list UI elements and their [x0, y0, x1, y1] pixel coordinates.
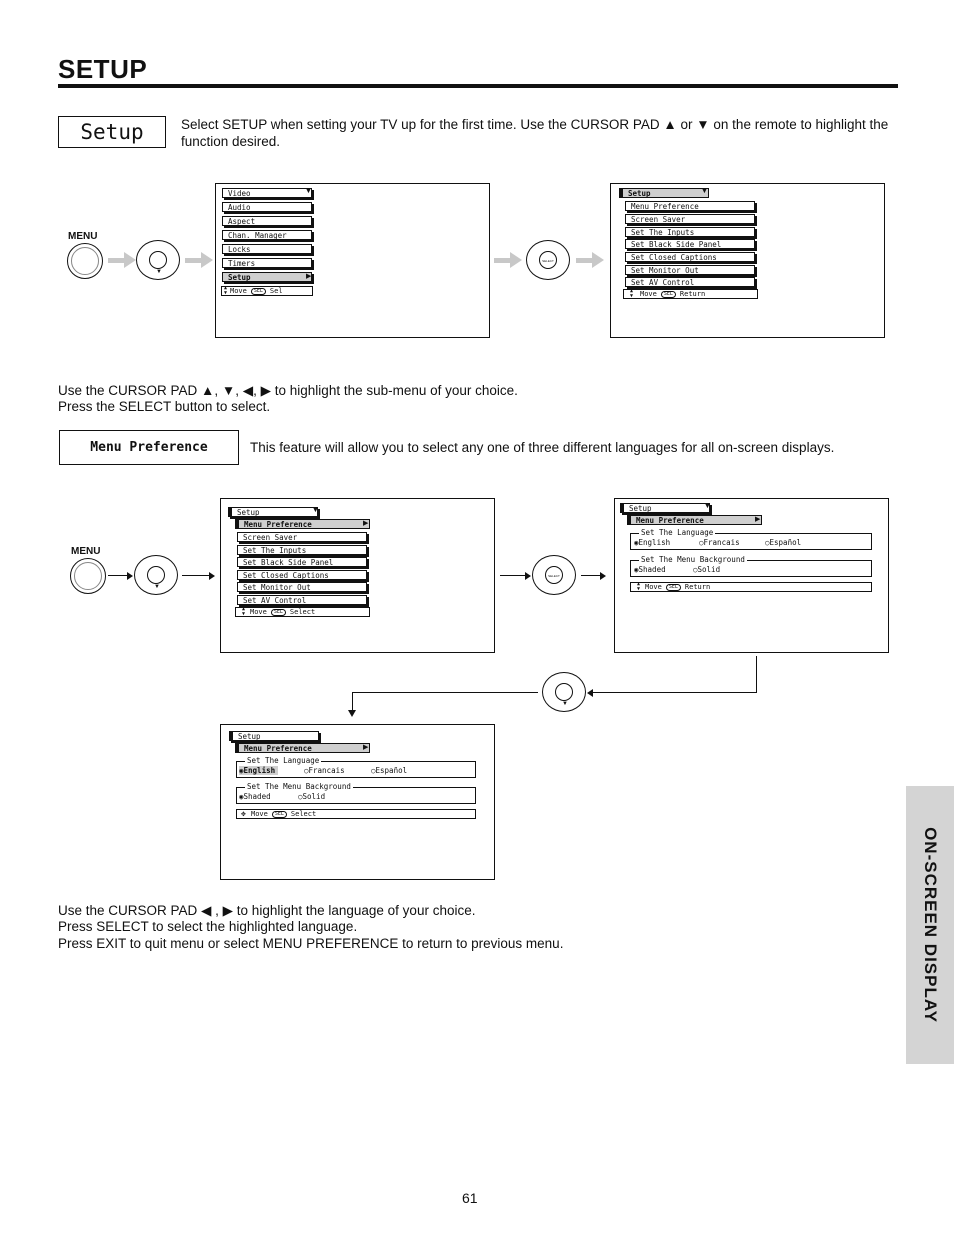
connector-line: [756, 656, 757, 693]
arrow-head: [600, 572, 606, 580]
sel-key-icon: SEL: [272, 811, 287, 818]
nav-help-bar: [236, 809, 476, 819]
menu-item-menu-preference[interactable]: Menu Preference: [235, 519, 370, 529]
connector-line: [592, 692, 757, 693]
language-instructions-line3: Press EXIT to quit menu or select MENU PREFERENCE to return to previous menu.: [58, 936, 564, 951]
page-title: SETUP: [58, 54, 148, 84]
nav-move-label: Move: [251, 810, 268, 818]
title-rule: [58, 84, 898, 88]
menu-item-setup[interactable]: Setup: [222, 272, 312, 282]
language-group-title: Set The Language: [641, 528, 714, 537]
menu-button-icon: [67, 243, 103, 279]
background-group: [630, 555, 872, 577]
menu-preference-label-box: Menu Preference: [59, 430, 239, 465]
language-instructions-line1: Use the CURSOR PAD ◀ , ▶ to highlight the language of your choice.: [58, 903, 476, 918]
up-down-icon: ▲ ▼: [637, 581, 641, 592]
menu-item-black-side-panel[interactable]: Set Black Side Panel: [237, 557, 367, 567]
arrow-right-icon: [500, 575, 526, 576]
arrow-head: [127, 572, 133, 580]
tv-screen-main-menu: [215, 183, 490, 338]
menu-preference-description: This feature will allow you to select any one of three different languages for all on-screen displays.: [250, 440, 835, 455]
chevron-down-icon: ▼: [704, 503, 711, 510]
section-side-tab: [906, 786, 954, 1064]
menu-item-screen-saver[interactable]: Screen Saver: [625, 214, 755, 224]
menu-title-setup: Setup: [620, 503, 710, 513]
sel-key-icon: SEL: [666, 584, 681, 591]
language-group-title: Set The Language: [247, 756, 320, 765]
language-group: [630, 528, 872, 550]
sel-key-icon: SEL: [271, 609, 286, 616]
up-down-icon: ▲ ▼: [630, 288, 634, 299]
chevron-right-icon: ▶: [363, 744, 369, 751]
up-down-icon: ▲ ▼: [224, 285, 228, 296]
menu-item-menu-preference[interactable]: Menu Preference: [625, 201, 755, 211]
radio-francais[interactable]: ○Francais: [304, 766, 345, 775]
background-group-title: Set The Menu Background: [247, 782, 351, 791]
cursor-pad-icon: ▼: [136, 240, 180, 280]
menu-item-video[interactable]: Video: [222, 188, 312, 198]
nav-return-label: Return: [679, 290, 706, 298]
menu-item-audio[interactable]: Audio: [222, 202, 312, 212]
menu-item-chan-manager[interactable]: Chan. Manager: [222, 230, 312, 240]
select-button-icon: SELECT: [526, 240, 570, 280]
cursor-pad-icon: ▼: [134, 555, 178, 595]
menu-item-monitor-out[interactable]: Set Monitor Out: [237, 582, 367, 592]
menu-title-setup: Setup: [228, 507, 318, 517]
menu-item-set-inputs[interactable]: Set The Inputs: [237, 545, 367, 555]
menu-button-icon: [70, 558, 106, 594]
radio-english[interactable]: ◉English: [634, 538, 671, 547]
radio-francais[interactable]: ○Francais: [699, 538, 740, 547]
chevron-right-icon: ▶: [755, 516, 761, 523]
submenu-instructions-line1: Use the CURSOR PAD ▲, ▼, ◀, ▶ to highlight the sub-menu of your choice.: [58, 383, 518, 398]
menu-item-locks[interactable]: Locks: [222, 244, 312, 254]
arrow-head: [201, 252, 213, 268]
tv-screen-language-select: [220, 724, 495, 880]
submenu-title: Menu Preference: [627, 515, 762, 525]
language-instructions-line2: Press SELECT to select the highlighted language.: [58, 919, 358, 934]
radio-espanol[interactable]: ○Español: [371, 766, 408, 775]
cursor-pad-icon: ▼: [542, 672, 586, 712]
connector-line: [352, 692, 538, 693]
menu-remote-label: MENU: [68, 231, 98, 242]
menu-item-screen-saver[interactable]: Screen Saver: [237, 532, 367, 542]
menu-title-setup: Setup: [229, 731, 319, 741]
menu-item-aspect[interactable]: Aspect: [222, 216, 312, 226]
nav-help-bar: [623, 289, 758, 299]
nav-help-bar: [221, 286, 313, 296]
nav-move-label: Move: [645, 583, 662, 591]
nav-select-label: Select: [289, 608, 316, 616]
chevron-right-icon: ▶: [306, 273, 312, 280]
chevron-down-icon: ▼: [701, 188, 708, 195]
arrow-head: [587, 689, 593, 697]
nav-move-label: Move: [230, 287, 247, 295]
menu-item-av-control[interactable]: Set AV Control: [237, 595, 367, 605]
menu-item-closed-captions[interactable]: Set Closed Captions: [237, 570, 367, 580]
arrow-head: [510, 252, 522, 268]
menu-item-av-control[interactable]: Set AV Control: [625, 277, 755, 287]
chevron-right-icon: ▶: [363, 520, 369, 527]
chevron-down-icon: ▼: [312, 507, 319, 514]
menu-remote-label: MENU: [71, 546, 101, 557]
background-group-title: Set The Menu Background: [641, 555, 745, 564]
chevron-down-icon: ▼: [305, 188, 312, 195]
sel-key-icon: SEL: [251, 288, 266, 295]
menu-item-black-side-panel[interactable]: Set Black Side Panel: [625, 239, 755, 249]
menu-item-timers[interactable]: Timers: [222, 258, 312, 268]
page-number: 61: [462, 1190, 478, 1206]
nav-move-label: Move: [250, 608, 267, 616]
radio-espanol[interactable]: ○Español: [765, 538, 802, 547]
select-button-icon: SELECT: [532, 555, 576, 595]
submenu-title: Menu Preference: [235, 743, 370, 753]
arrow-right-icon: [182, 575, 210, 576]
nav-select-label: Select: [290, 810, 317, 818]
arrow-head: [592, 252, 604, 268]
nav-help-bar: [630, 582, 872, 592]
background-group: [236, 782, 476, 804]
setup-label-box: Setup: [58, 116, 166, 148]
arrow-head: [348, 710, 356, 717]
nav-action-label: Sel: [269, 287, 283, 295]
arrow-head: [209, 572, 215, 580]
arrow-head: [124, 252, 136, 268]
menu-title-setup: Setup: [619, 188, 709, 198]
nav-help-bar: [235, 607, 370, 617]
tv-screen-setup-menu-highlighted: [220, 498, 495, 653]
radio-shaded[interactable]: ◉Shaded: [239, 792, 271, 801]
submenu-instructions-line2: Press the SELECT button to select.: [58, 399, 271, 414]
menu-item-closed-captions[interactable]: Set Closed Captions: [625, 252, 755, 262]
sel-key-icon: SEL: [661, 291, 676, 298]
nav-return-label: Return: [684, 583, 711, 591]
four-way-arrow-icon: ✥: [241, 809, 246, 818]
language-group: [236, 756, 476, 778]
radio-solid[interactable]: ○Solid: [298, 792, 326, 801]
radio-english-highlighted[interactable]: ◉English: [239, 766, 278, 775]
radio-shaded[interactable]: ◉Shaded: [634, 565, 666, 574]
arrow-head: [525, 572, 531, 580]
radio-solid[interactable]: ○Solid: [693, 565, 721, 574]
tv-screen-menu-preference: [614, 498, 889, 653]
connector-line: [352, 692, 353, 712]
menu-item-monitor-out[interactable]: Set Monitor Out: [625, 265, 755, 275]
nav-move-label: Move: [640, 290, 657, 298]
up-down-icon: ▲ ▼: [242, 606, 246, 617]
arrow-right-icon: [108, 575, 128, 576]
tv-screen-setup-menu: [610, 183, 885, 338]
menu-item-set-inputs[interactable]: Set The Inputs: [625, 227, 755, 237]
arrow-right-icon: [581, 575, 601, 576]
setup-intro-text: Select SETUP when setting your TV up for the first time. Use the CURSOR PAD ▲ or ▼ on the remote to highlight the function desired.: [181, 117, 889, 149]
side-tab-label: ON-SCREEN DISPLAY: [921, 827, 940, 1023]
